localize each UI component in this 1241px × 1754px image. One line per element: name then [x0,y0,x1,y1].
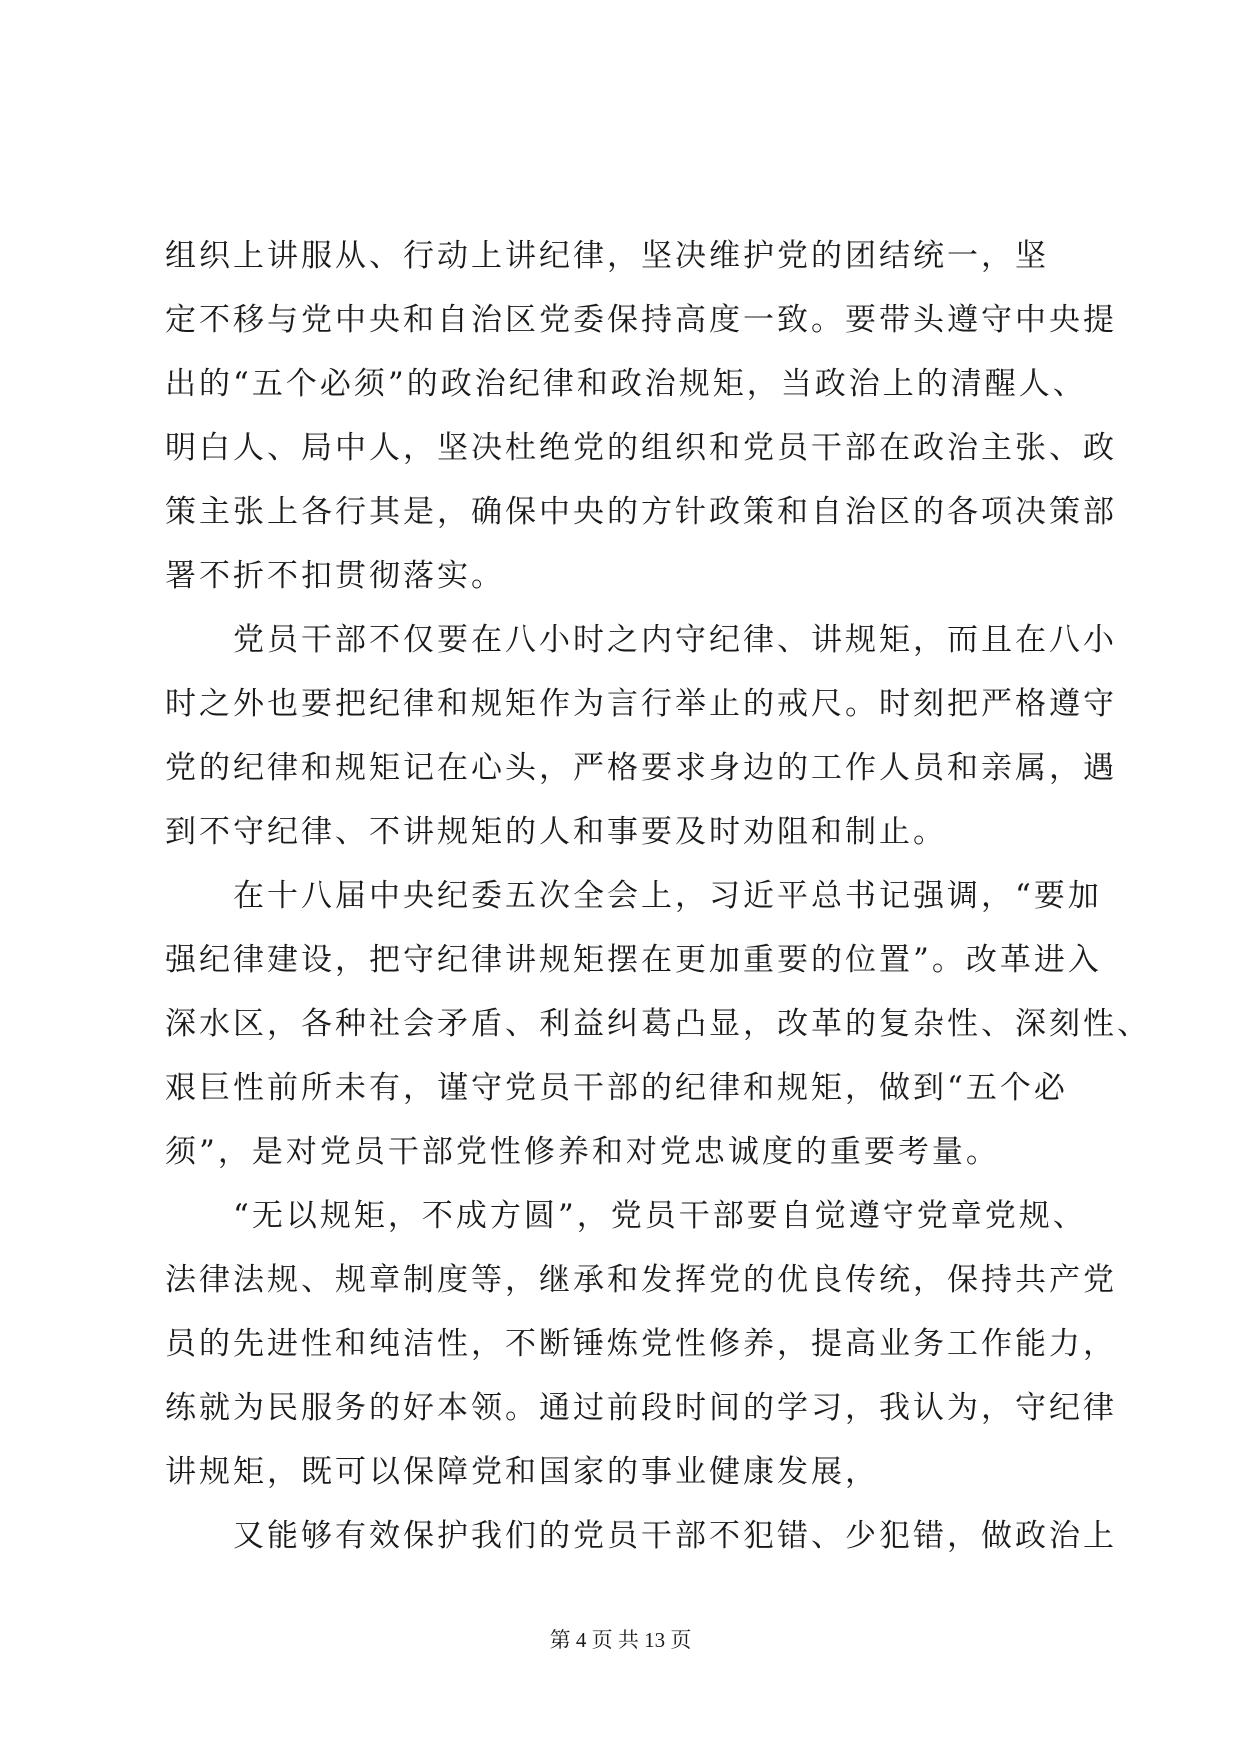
paragraph [165,1184,1117,1504]
text-line: 明白人、局中人，坚决杜绝党的组织和党员干部在政治主张、政 [165,430,1117,466]
text-line: 党的纪律和规矩记在心头，严格要求身边的工作人员和亲属，遇 [165,750,1117,786]
text-line: 署不折不扣贯彻落实。 [165,558,505,594]
text-line: 须”，是对党员干部党性修养和对党忠诚度的重要考量。 [165,1134,1000,1170]
text-line: 深水区，各种社会矛盾、利益纠葛凸显，改革的复杂性、深刻性、 [165,1006,1151,1042]
page-number: 第 4 页 共 13 页 [549,1628,692,1652]
text-line: 在十八届中央纪委五次全会上，习近平总书记强调，“要加 [233,878,1102,914]
text-line: 又能够有效保护我们的党员干部不犯错、少犯错，做政治上 [233,1518,1117,1554]
text-line: “无以规矩，不成方圆”，党员干部要自觉遵守党章党规、 [233,1198,1087,1234]
text-line: 到不守纪律、不讲规矩的人和事要及时劝阻和制止。 [165,814,947,850]
text-line: 策主张上各行其是，确保中央的方针政策和自治区的各项决策部 [165,494,1117,530]
text-line: 讲规矩，既可以保障党和国家的事业健康发展， [165,1454,879,1490]
text-line: 练就为民服务的好本领。通过前段时间的学习，我认为，守纪律 [165,1390,1117,1426]
document-body [165,224,1151,1568]
text-line: 艰巨性前所未有，谨守党员干部的纪律和规矩，做到“五个必 [165,1070,1068,1106]
paragraph [165,224,1117,608]
text-line: 出的“五个必须”的政治纪律和政治规矩，当政治上的清醒人、 [165,366,1087,402]
paragraph [165,1504,1117,1568]
text-line: 组织上讲服从、行动上讲纪律，坚决维护党的团结统一，坚 [165,238,1049,274]
text-line: 员的先进性和纯洁性，不断锤炼党性修养，提高业务工作能力， [165,1326,1117,1362]
page-footer [0,1625,1241,1655]
paragraph [165,864,1151,1184]
text-line: 强纪律建设，把守纪律讲规矩摆在更加重要的位置”。改革进入 [165,942,1102,978]
text-line: 时之外也要把纪律和规矩作为言行举止的戒尺。时刻把严格遵守 [165,686,1117,722]
paragraph [165,608,1117,864]
text-line: 法律法规、规章制度等，继承和发挥党的优良传统，保持共产党 [165,1262,1117,1298]
text-line: 定不移与党中央和自治区党委保持高度一致。要带头遵守中央提 [165,302,1117,338]
text-line: 党员干部不仅要在八小时之内守纪律、讲规矩，而且在八小 [233,622,1117,658]
